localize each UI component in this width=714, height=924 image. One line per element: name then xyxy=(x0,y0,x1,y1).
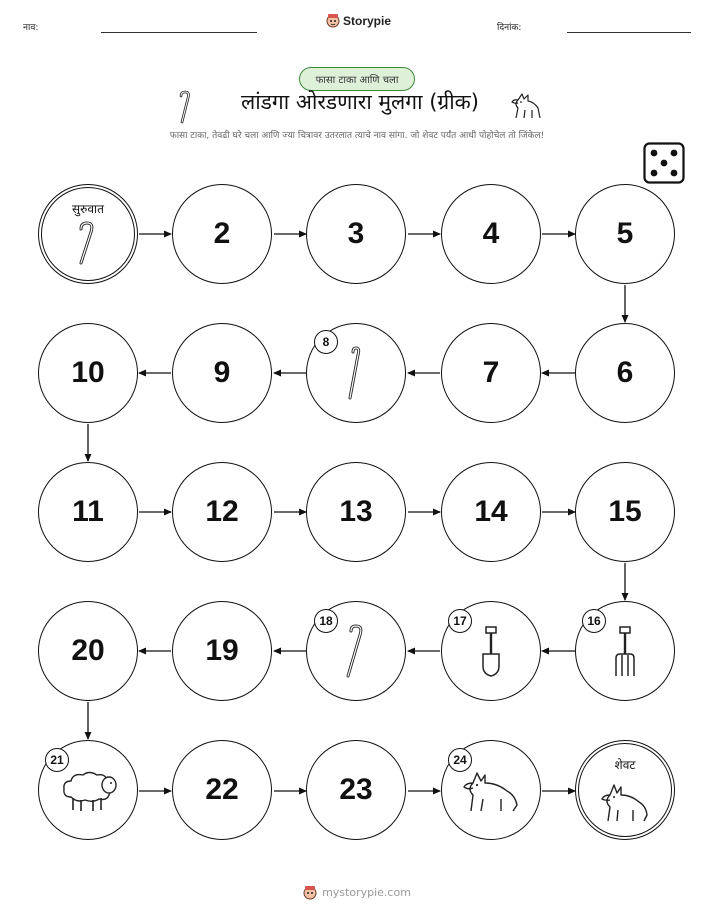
square-end xyxy=(575,740,675,840)
brand-name: Storypie xyxy=(343,13,392,28)
square-badge: 16 xyxy=(582,609,606,633)
shovel-icon xyxy=(479,624,503,678)
start-label: सुरुवात xyxy=(72,202,104,216)
square-14 xyxy=(441,462,541,562)
footer xyxy=(0,885,714,900)
square-number: 2 xyxy=(213,217,231,250)
square-number: 22 xyxy=(205,773,239,806)
square-badge: 8 xyxy=(314,330,338,354)
square-number: 9 xyxy=(213,356,231,389)
square-number: 23 xyxy=(339,773,373,806)
square-12 xyxy=(172,462,272,562)
square-badge: 18 xyxy=(314,609,338,633)
square-number: 6 xyxy=(616,356,634,389)
square-number: 19 xyxy=(205,634,239,667)
square-number: 11 xyxy=(72,495,104,528)
square-number: 15 xyxy=(608,495,642,528)
square-badge: 17 xyxy=(448,609,472,633)
footer-site-link[interactable]: mystorypie.com xyxy=(322,886,411,899)
square-22 xyxy=(172,740,272,840)
end-label: शेवट xyxy=(614,758,636,772)
name-label: नाव: xyxy=(23,23,39,33)
square-number: 5 xyxy=(616,217,634,250)
game-type-tag: फासा टाका आणि चला xyxy=(299,67,415,91)
square-13 xyxy=(306,462,406,562)
square-number: 4 xyxy=(482,217,500,250)
square-3 xyxy=(306,184,406,284)
square-6 xyxy=(575,323,675,423)
square-number: 14 xyxy=(474,495,508,528)
square-2 xyxy=(172,184,272,284)
pitchfork-icon xyxy=(612,624,638,678)
wolf-icon xyxy=(461,765,521,815)
page-title: लांडगा ओरडणारा मुलगा (ग्रीक) xyxy=(240,90,479,114)
square-start xyxy=(38,184,138,284)
square-number: 10 xyxy=(71,356,105,389)
square-23 xyxy=(306,740,406,840)
square-number: 13 xyxy=(339,495,373,528)
staff-icon xyxy=(343,623,369,679)
square-number: 20 xyxy=(71,634,105,667)
square-4 xyxy=(441,184,541,284)
square-number: 12 xyxy=(205,495,239,528)
square-badge: 24 xyxy=(448,748,472,772)
square-15 xyxy=(575,462,675,562)
date-label: दिनांक: xyxy=(497,23,522,33)
square-20 xyxy=(38,601,138,701)
sheep-icon xyxy=(59,767,117,813)
wolf-icon xyxy=(600,779,650,823)
square-9 xyxy=(172,323,272,423)
square-11 xyxy=(38,462,138,562)
instructions: फासा टाका, तेवढी घरे चला आणि ज्या चित्रावर उतरलात त्याचे नाव सांगा. जो शेवट पर्यंत आधी पोहोचेल तो जिंकेल! xyxy=(169,131,545,141)
square-number: 3 xyxy=(347,217,365,250)
square-10 xyxy=(38,323,138,423)
square-number: 7 xyxy=(482,356,500,389)
square-5 xyxy=(575,184,675,284)
staff-icon xyxy=(345,345,367,401)
square-7 xyxy=(441,323,541,423)
square-19 xyxy=(172,601,272,701)
staff-icon xyxy=(75,220,101,266)
square-badge: 21 xyxy=(45,748,69,772)
storypie-mascot-icon xyxy=(303,885,317,900)
